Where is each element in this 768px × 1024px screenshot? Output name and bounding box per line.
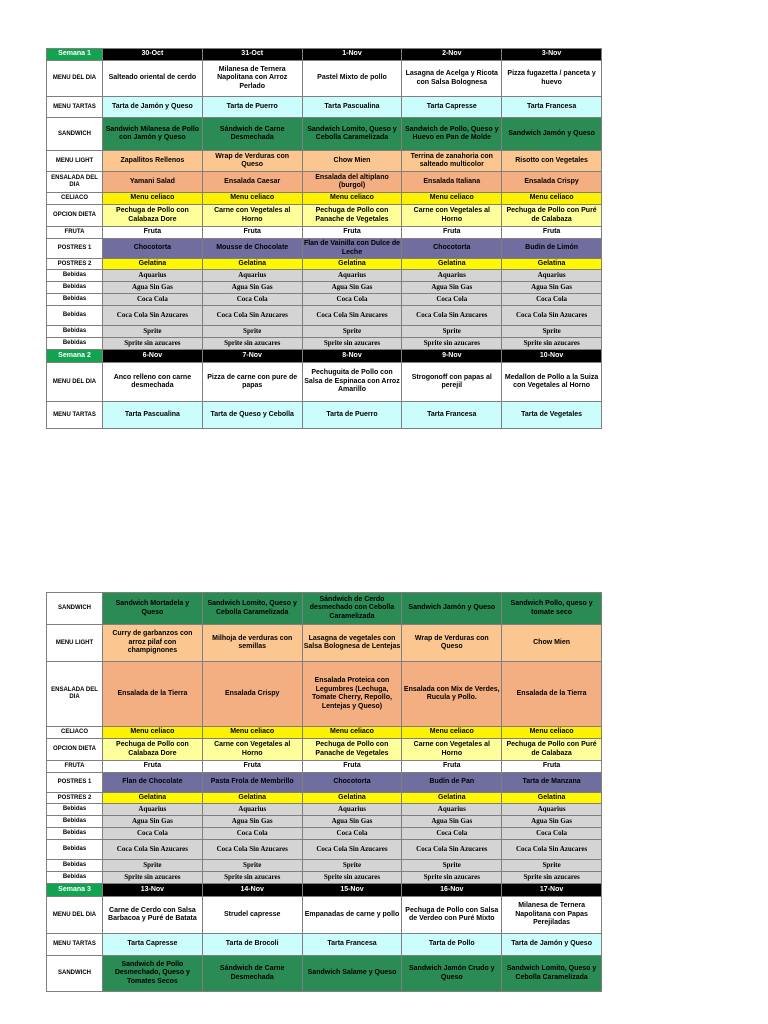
menu-cell: Sprite	[202, 860, 302, 872]
week-label: Semana 1	[47, 49, 103, 61]
row-label: OPCION DIETA	[47, 739, 103, 761]
menu-cell: Sándwich de Cerdo desmechado con Cebolla Caramelizada	[302, 593, 402, 625]
menu-cell: Tarta de Puerro	[302, 402, 402, 429]
row-label: SANDWICH	[47, 593, 103, 625]
menu-cell: Gelatina	[302, 259, 402, 270]
day-date: 8-Nov	[302, 350, 402, 363]
menu-row	[47, 118, 602, 151]
row-label: ENSALADA DEL DIA	[47, 662, 103, 727]
menu-cell: Tarta Capresse	[402, 97, 502, 118]
menu-cell: Coca Cola Sin Azucares	[402, 840, 502, 860]
menu-row	[47, 61, 602, 97]
menu-cell: Pizza fugazetta / panceta y huevo	[502, 61, 602, 97]
menu-row	[47, 727, 602, 739]
menu-cell: Coca Cola Sin Azucares	[302, 840, 402, 860]
menu-cell: Pechuga de Pollo con Calabaza Dore	[103, 739, 203, 761]
menu-cell: Gelatina	[103, 259, 203, 270]
menu-cell: Ensalada Crispy	[202, 662, 302, 727]
menu-cell: Coca Cola	[502, 294, 602, 306]
row-label: Bebidas	[47, 816, 103, 828]
menu-cell: Agua Sin Gas	[103, 282, 203, 294]
menu-row	[47, 662, 602, 727]
day-date: 2-Nov	[402, 49, 502, 61]
menu-cell: Sándwich de Carne Desmechada	[202, 118, 302, 151]
menu-row	[47, 625, 602, 662]
menu-cell: Gelatina	[302, 793, 402, 804]
row-label: Bebidas	[47, 804, 103, 816]
menu-cell: Ensalada con Mix de Verdes, Rucula y Pollo.	[402, 662, 502, 727]
menu-cell: Pechuguita de Pollo con Salsa de Espinaca con Arroz Amarillo	[302, 363, 402, 402]
menu-cell: Ensalada Caesar	[202, 172, 302, 193]
menu-cell: Sprite sin azucares	[103, 872, 203, 884]
menu-cell: Menu celiaco	[202, 727, 302, 739]
menu-row	[47, 761, 602, 773]
menu-row	[47, 282, 602, 294]
menu-cell: Aquarius	[202, 270, 302, 282]
week-label: Semana 3	[47, 884, 103, 897]
menu-row	[47, 739, 602, 761]
menu-cell: Sprite	[103, 860, 203, 872]
row-label: POSTRES 2	[47, 259, 103, 270]
menu-cell: Agua Sin Gas	[402, 816, 502, 828]
menu-cell: Sándwich de Carne Desmechada	[202, 956, 302, 992]
menu-cell: Coca Cola Sin Azucares	[402, 306, 502, 326]
row-label: MENU TARTAS	[47, 402, 103, 429]
menu-cell: Tarta de Queso y Cebolla	[202, 402, 302, 429]
menu-cell: Ensalada de la Tierra	[103, 662, 203, 727]
week-header-row	[47, 350, 602, 363]
menu-cell: Pizza de carne con pure de papas	[202, 363, 302, 402]
menu-row	[47, 259, 602, 270]
menu-cell: Coca Cola Sin Azucares	[502, 840, 602, 860]
menu-cell: Menu celiaco	[302, 727, 402, 739]
row-label: OPCION DIETA	[47, 205, 103, 227]
menu-cell: Aquarius	[302, 270, 402, 282]
day-date: 17-Nov	[502, 884, 602, 897]
menu-cell: Lasagna de Acelga y Ricota con Salsa Bolognesa	[402, 61, 502, 97]
week-label: Semana 2	[47, 350, 103, 363]
menu-cell: Ensalada del altiplano (burgol)	[302, 172, 402, 193]
menu-cell: Menu celiaco	[502, 727, 602, 739]
menu-row	[47, 270, 602, 282]
menu-row	[47, 294, 602, 306]
menu-cell: Mousse de Chocolate	[202, 239, 302, 259]
menu-cell: Carne con Vegetales al Horno	[402, 739, 502, 761]
menu-cell: Coca Cola	[402, 294, 502, 306]
menu-cell: Sandwich Milanesa de Pollo con Jamón y Queso	[103, 118, 203, 151]
menu-cell: Aquarius	[502, 270, 602, 282]
day-date: 1-Nov	[302, 49, 402, 61]
menu-cell: Fruta	[502, 761, 602, 773]
menu-cell: Fruta	[202, 761, 302, 773]
menu-cell: Risotto con Vegetales	[502, 151, 602, 172]
menu-cell: Sandwich Lomito, Queso y Cebolla Caramelizada	[202, 593, 302, 625]
day-date: 10-Nov	[502, 350, 602, 363]
row-label: SANDWICH	[47, 118, 103, 151]
menu-row	[47, 172, 602, 193]
week-header-row	[47, 49, 602, 61]
menu-cell: Menu celiaco	[402, 193, 502, 205]
day-date: 30-Oct	[103, 49, 203, 61]
menu-cell: Agua Sin Gas	[502, 816, 602, 828]
menu-cell: Tarta de Manzana	[502, 773, 602, 793]
row-label: SANDWICH	[47, 956, 103, 992]
menu-cell: Fruta	[402, 761, 502, 773]
menu-cell: Terrina de zanahoria con salteado multicolor	[402, 151, 502, 172]
menu-cell: Sandwich Salame y Queso	[302, 956, 402, 992]
menu-cell: Aquarius	[402, 270, 502, 282]
menu-cell: Agua Sin Gas	[402, 282, 502, 294]
menu-cell: Sprite sin azucares	[502, 338, 602, 350]
menu-cell: Sprite sin azucares	[103, 338, 203, 350]
menu-cell: Coca Cola	[302, 828, 402, 840]
menu-cell: Fruta	[103, 227, 203, 239]
menu-cell: Coca Cola Sin Azucares	[202, 306, 302, 326]
menu-row	[47, 239, 602, 259]
menu-row	[47, 326, 602, 338]
menu-cell: Chow Mien	[302, 151, 402, 172]
menu-cell: Carne con Vegetales al Horno	[402, 205, 502, 227]
menu-cell: Menu celiaco	[302, 193, 402, 205]
menu-cell: Sprite	[202, 326, 302, 338]
menu-cell: Ensalada Crispy	[502, 172, 602, 193]
row-label: MENU LIGHT	[47, 151, 103, 172]
menu-cell: Lasagna de vegetales con Salsa Bolognesa de Lentejas	[302, 625, 402, 662]
menu-cell: Menu celiaco	[103, 193, 203, 205]
row-label: CELIACO	[47, 193, 103, 205]
row-label: POSTRES 2	[47, 793, 103, 804]
menu-cell: Tarta de Jamón y Queso	[103, 97, 203, 118]
row-label: FRUTA	[47, 761, 103, 773]
menu-row	[47, 816, 602, 828]
menu-cell: Gelatina	[502, 259, 602, 270]
menu-cell: Sandwich Lomito, Queso y Cebolla Caramelizada	[502, 956, 602, 992]
row-label: Bebidas	[47, 306, 103, 326]
menu-cell: Zapallitos Rellenos	[103, 151, 203, 172]
menu-cell: Yamani Salad	[103, 172, 203, 193]
menu-row	[47, 934, 602, 956]
row-label: Bebidas	[47, 872, 103, 884]
menu-cell: Agua Sin Gas	[103, 816, 203, 828]
menu-cell: Aquarius	[502, 804, 602, 816]
row-label: Bebidas	[47, 282, 103, 294]
menu-cell: Agua Sin Gas	[502, 282, 602, 294]
menu-cell: Sandwich Mortadela y Queso	[103, 593, 203, 625]
day-date: 14-Nov	[202, 884, 302, 897]
menu-cell: Menu celiaco	[502, 193, 602, 205]
menu-cell: Fruta	[103, 761, 203, 773]
menu-cell: Curry de garbanzos con arroz pilaf con champignones	[103, 625, 203, 662]
row-label: Bebidas	[47, 840, 103, 860]
menu-cell: Sprite sin azucares	[202, 872, 302, 884]
menu-cell: Menu celiaco	[202, 193, 302, 205]
row-label: MENU DEL DIA	[47, 61, 103, 97]
menu-cell: Gelatina	[103, 793, 203, 804]
day-date: 13-Nov	[103, 884, 203, 897]
row-label: POSTRES 1	[47, 773, 103, 793]
row-label: MENU DEL DIA	[47, 897, 103, 934]
menu-row	[47, 773, 602, 793]
menu-cell: Fruta	[502, 227, 602, 239]
menu-cell: Coca Cola	[202, 828, 302, 840]
day-date: 9-Nov	[402, 350, 502, 363]
menu-row	[47, 227, 602, 239]
menu-cell: Sprite sin azucares	[402, 338, 502, 350]
menu-cell: Milanesa de Ternera Napolitana con Papas Perejiladas	[502, 897, 602, 934]
menu-cell: Sandwich Jamón y Queso	[402, 593, 502, 625]
row-label: MENU LIGHT	[47, 625, 103, 662]
menu-cell: Sprite	[402, 860, 502, 872]
day-date: 31-Oct	[202, 49, 302, 61]
menu-cell: Coca Cola Sin Azucares	[103, 306, 203, 326]
menu-cell: Sandwich Jamón Crudo y Queso	[402, 956, 502, 992]
menu-cell: Agua Sin Gas	[202, 816, 302, 828]
menu-cell: Tarta de Brocoli	[202, 934, 302, 956]
menu-cell: Tarta Pascualina	[103, 402, 203, 429]
row-label: POSTRES 1	[47, 239, 103, 259]
menu-cell: Carne con Vegetales al Horno	[202, 205, 302, 227]
menu-cell: Sprite sin azucares	[302, 338, 402, 350]
row-label: MENU TARTAS	[47, 97, 103, 118]
menu-row	[47, 402, 602, 429]
menu-cell: Coca Cola	[103, 828, 203, 840]
menu-cell: Sprite	[103, 326, 203, 338]
menu-cell: Gelatina	[402, 793, 502, 804]
menu-cell: Gelatina	[402, 259, 502, 270]
row-label: Bebidas	[47, 860, 103, 872]
menu-cell: Coca Cola Sin Azucares	[302, 306, 402, 326]
day-date: 16-Nov	[402, 884, 502, 897]
row-label: MENU DEL DIA	[47, 363, 103, 402]
menu-cell: Budín de Limón	[502, 239, 602, 259]
menu-cell: Chocotorta	[103, 239, 203, 259]
menu-cell: Pechuga de Pollo con Puré de Calabaza	[502, 739, 602, 761]
menu-cell: Sprite sin azucares	[402, 872, 502, 884]
menu-cell: Pechuga de Pollo con Puré de Calabaza	[502, 205, 602, 227]
menu-cell: Pastel Mixto de pollo	[302, 61, 402, 97]
menu-cell: Sandwich Jamón y Queso	[502, 118, 602, 151]
menu-row	[47, 306, 602, 326]
menu-cell: Ensalada Proteica con Legumbres (Lechuga, Tomate Cherry, Repollo, Lentejas y Queso)	[302, 662, 402, 727]
menu-row	[47, 363, 602, 402]
menu-cell: Ensalada de la Tierra	[502, 662, 602, 727]
menu-cell: Budín de Pan	[402, 773, 502, 793]
menu-cell: Fruta	[402, 227, 502, 239]
menu-cell: Tarta Francesa	[502, 97, 602, 118]
menu-cell: Agua Sin Gas	[202, 282, 302, 294]
menu-cell: Coca Cola Sin Azucares	[502, 306, 602, 326]
menu-cell: Aquarius	[103, 270, 203, 282]
menu-cell: Flan de Chocolate	[103, 773, 203, 793]
row-label: Bebidas	[47, 326, 103, 338]
menu-cell: Coca Cola Sin Azucares	[103, 840, 203, 860]
menu-cell: Sandwich Pollo, queso y tomate seco	[502, 593, 602, 625]
menu-cell: Sprite sin azucares	[302, 872, 402, 884]
row-label: FRUTA	[47, 227, 103, 239]
menu-row	[47, 897, 602, 934]
menu-cell: Sandwich de Pollo Desmechado, Queso y Tomates Secos	[103, 956, 203, 992]
menu-cell: Flan de Vainilla con Dulce de Leche	[302, 239, 402, 259]
menu-cell: Tarta de Vegetales	[502, 402, 602, 429]
menu-row	[47, 804, 602, 816]
menu-row	[47, 793, 602, 804]
menu-cell: Sprite sin azucares	[202, 338, 302, 350]
menu-cell: Pechuga de Pollo con Panache de Vegetales	[302, 739, 402, 761]
menu-cell: Tarta de Pollo	[402, 934, 502, 956]
menu-cell: Sprite	[302, 326, 402, 338]
day-date: 15-Nov	[302, 884, 402, 897]
menu-cell: Sandwich Lomito, Queso y Cebolla Caramelizada	[302, 118, 402, 151]
menu-cell: Coca Cola	[103, 294, 203, 306]
menu-cell: Aquarius	[103, 804, 203, 816]
menu-cell: Sprite	[402, 326, 502, 338]
menu-cell: Pasta Frola de Membrillo	[202, 773, 302, 793]
menu-cell: Pechuga de Pollo con Panache de Vegetales	[302, 205, 402, 227]
menu-cell: Coca Cola	[502, 828, 602, 840]
menu-cell: Anco relleno con carne desmechada	[103, 363, 203, 402]
week-header-row	[47, 884, 602, 897]
menu-cell: Wrap de Verduras con Queso	[402, 625, 502, 662]
menu-cell: Sprite	[502, 860, 602, 872]
menu-cell: Agua Sin Gas	[302, 816, 402, 828]
menu-cell: Tarta de Puerro	[202, 97, 302, 118]
menu-cell: Chocotorta	[302, 773, 402, 793]
menu-cell: Strogonoff con papas al perejil	[402, 363, 502, 402]
row-label: Bebidas	[47, 338, 103, 350]
menu-cell: Aquarius	[402, 804, 502, 816]
menu-cell: Agua Sin Gas	[302, 282, 402, 294]
menu-cell: Sprite	[302, 860, 402, 872]
menu-cell: Milanesa de Ternera Napolitana con Arroz Perlado	[202, 61, 302, 97]
menu-cell: Salteado oriental de cerdo	[103, 61, 203, 97]
menu-cell: Ensalada Italiana	[402, 172, 502, 193]
menu-cell: Coca Cola Sin Azucares	[202, 840, 302, 860]
menu-cell: Pechuga de Pollo con Calabaza Dore	[103, 205, 203, 227]
menu-cell: Fruta	[202, 227, 302, 239]
row-label: CELIACO	[47, 727, 103, 739]
menu-cell: Wrap de Verduras con Queso	[202, 151, 302, 172]
menu-cell: Carne con Vegetales al Horno	[202, 739, 302, 761]
menu-cell: Pechuga de Pollo con Salsa de Verdeo con Puré Mixto	[402, 897, 502, 934]
menu-row	[47, 205, 602, 227]
menu-cell: Menu celiaco	[103, 727, 203, 739]
menu-cell: Tarta de Jamón y Queso	[502, 934, 602, 956]
menu-row	[47, 840, 602, 860]
menu-cell: Gelatina	[502, 793, 602, 804]
menu-cell: Sprite	[502, 326, 602, 338]
week-menu-table-1	[46, 48, 602, 429]
menu-cell: Gelatina	[202, 793, 302, 804]
menu-row	[47, 956, 602, 992]
menu-cell: Medallon de Pollo a la Suiza con Vegetales al Horno	[502, 363, 602, 402]
menu-cell: Coca Cola	[302, 294, 402, 306]
menu-cell: Gelatina	[202, 259, 302, 270]
row-label: MENU TARTAS	[47, 934, 103, 956]
menu-cell: Tarta Francesa	[402, 402, 502, 429]
menu-cell: Fruta	[302, 761, 402, 773]
menu-cell: Aquarius	[302, 804, 402, 816]
week-menu-table-2	[46, 592, 602, 992]
menu-row	[47, 338, 602, 350]
menu-cell: Tarta Pascualina	[302, 97, 402, 118]
menu-cell: Strudel capresse	[202, 897, 302, 934]
menu-row	[47, 828, 602, 840]
day-date: 3-Nov	[502, 49, 602, 61]
menu-cell: Milhoja de verduras con semillas	[202, 625, 302, 662]
row-label: ENSALADA DEL DIA	[47, 172, 103, 193]
menu-cell: Sandwich de Pollo, Queso y Huevo en Pan de Molde	[402, 118, 502, 151]
row-label: Bebidas	[47, 294, 103, 306]
menu-cell: Coca Cola	[402, 828, 502, 840]
menu-cell: Aquarius	[202, 804, 302, 816]
menu-cell: Tarta Capresse	[103, 934, 203, 956]
menu-cell: Sprite sin azucares	[502, 872, 602, 884]
menu-row	[47, 97, 602, 118]
menu-cell: Tarta Francesa	[302, 934, 402, 956]
menu-row	[47, 860, 602, 872]
row-label: Bebidas	[47, 270, 103, 282]
menu-cell: Coca Cola	[202, 294, 302, 306]
menu-cell: Chocotorta	[402, 239, 502, 259]
row-label: Bebidas	[47, 828, 103, 840]
menu-row	[47, 593, 602, 625]
menu-cell: Carne de Cerdo con Salsa Barbacoa y Puré de Batata	[103, 897, 203, 934]
menu-cell: Fruta	[302, 227, 402, 239]
day-date: 6-Nov	[103, 350, 203, 363]
menu-row	[47, 193, 602, 205]
menu-cell: Empanadas de carne y pollo	[302, 897, 402, 934]
menu-cell: Chow Mien	[502, 625, 602, 662]
menu-cell: Menu celiaco	[402, 727, 502, 739]
menu-row	[47, 872, 602, 884]
menu-row	[47, 151, 602, 172]
day-date: 7-Nov	[202, 350, 302, 363]
